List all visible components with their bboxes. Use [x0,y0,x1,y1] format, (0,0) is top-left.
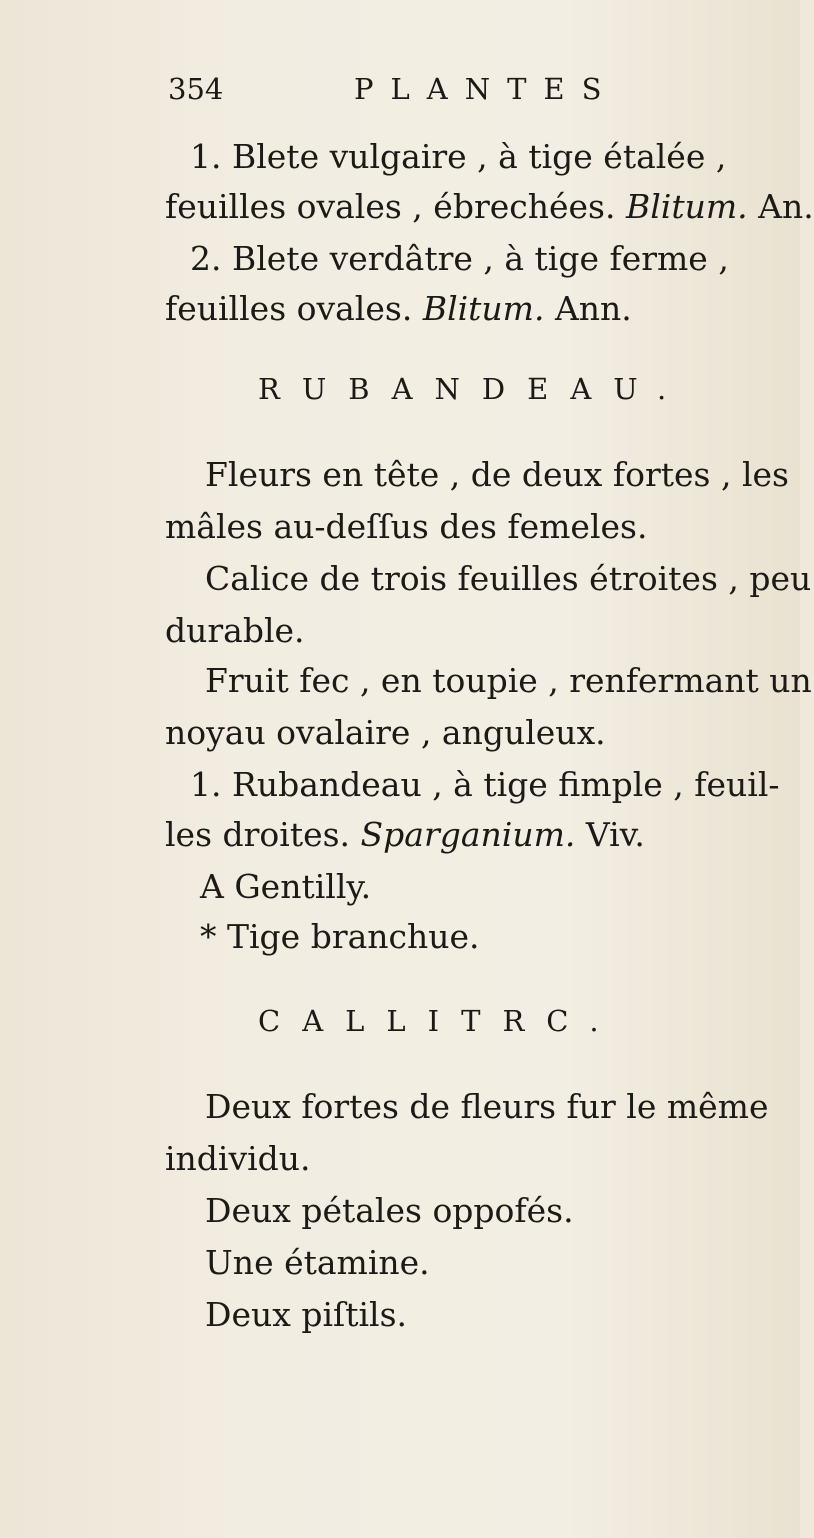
rubandeau-line-2: mâles au-deſſus des femeles. [165,507,648,546]
blete-item-2-latin: Blitum. [422,289,545,328]
blete-item-1-latin: Blitum. [625,187,748,226]
callitric-line-4: Une étamine. [205,1243,430,1282]
blete-item-2-line-1: 2. Blete verdâtre , à tige ferme , [190,239,729,278]
blete-item-1-description: feuilles ovales , ébrechées. [165,187,616,226]
blete-item-2-duration: Ann. [554,289,632,328]
section-heading-callitric: CALLITRC. [258,1004,621,1038]
rubandeau-line-7: 1. Rubandeau , à tige fimple , feuil- [190,765,780,804]
callitric-line-2: individu. [165,1139,311,1178]
rubandeau-line-1: Fleurs en tête , de deux fortes , les [205,455,789,494]
rubandeau-species-description: les droites. [165,815,351,854]
callitric-line-5: Deux piſtils. [205,1295,408,1334]
rubandeau-line-5: Fruit fec , en toupie , renfermant un [205,661,812,700]
rubandeau-species-duration: Viv. [585,815,645,854]
rubandeau-line-4: durable. [165,611,305,650]
blete-item-1-line-2 [165,187,814,226]
rubandeau-line-6: noyau ovalaire , anguleux. [165,713,606,752]
page-number: 354 [168,72,224,106]
rubandeau-locality: A Gentilly. [200,867,372,906]
section-heading-rubandeau: RUBANDEAU. [258,372,689,406]
blete-item-1-duration: An. [758,187,814,226]
running-head: PLANTES [354,72,619,106]
blete-item-2-line-2 [165,289,632,328]
blete-item-2-description: feuilles ovales. [165,289,413,328]
rubandeau-note: * Tige branchue. [200,917,480,956]
callitric-line-1: Deux fortes de fleurs fur le même [205,1087,769,1126]
rubandeau-species-latin: Sparganium. [360,815,576,854]
blete-item-1-line-1: 1. Blete vulgaire , à tige étalée , [190,137,727,176]
callitric-line-3: Deux pétales oppofés. [205,1191,574,1230]
rubandeau-line-3: Calice de trois feuilles étroites , peu [205,559,812,598]
rubandeau-species-line [165,815,645,854]
page-header [168,72,688,122]
